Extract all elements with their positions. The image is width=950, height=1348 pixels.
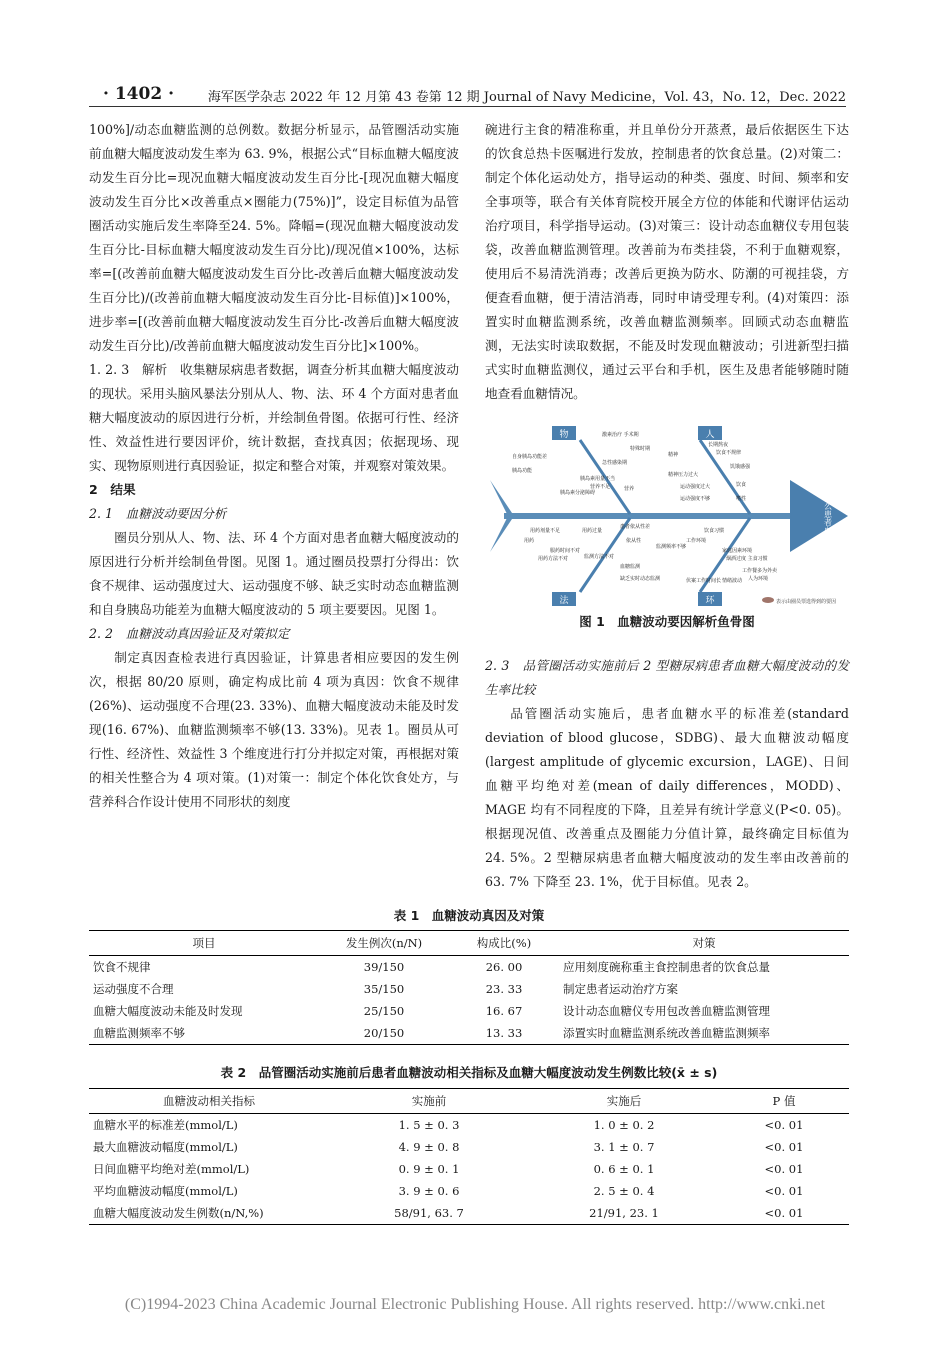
legend-text: 表示由圈员票选得到的要因 [776,599,837,605]
table-cell: 58/91, 63. 7 [329,1202,529,1225]
fishbone-head-text: 为什么患者血糖波动大 [823,486,833,566]
cause-label: 运动强度过大 [680,484,711,490]
table-cell: 3. 9 ± 0. 6 [398,1184,460,1198]
cause-label: 精神压力过大 [668,472,699,478]
cause-label: 嗜性 [736,496,747,502]
cause-label: 饮食不规律 [716,450,742,456]
cause-label: 监测频率不够 [656,544,687,550]
table-row [89,956,849,979]
table-cell: 饮食不规律 [93,960,151,974]
table-header: P 值 [719,1089,849,1114]
cause-label: 患者依从性差 [620,524,651,530]
cause-label: 自身胰岛功能差 [512,454,548,460]
table2-caption: 表 2 品管圈活动实施前后患者血糖波动相关指标及血糖大幅度波动发生例数比较(x̄ ± s) [220,1065,718,1080]
cause-label: 工作环境 [686,538,707,544]
cause-label: 胰岛功能 [512,468,533,474]
table-cell: <0. 01 [764,1118,804,1132]
table1 [89,930,849,1045]
table-row [89,1180,849,1202]
table-cell: 运动强度不合理 [93,982,174,996]
category-fa: 法 [559,596,569,606]
table-cell: <0. 01 [764,1162,804,1176]
paragraph: 2. 2 血糖波动真因验证及对策拟定 [89,626,290,641]
table-row [89,1158,849,1180]
table-cell: 0. 9 ± 0. 1 [398,1162,460,1176]
table-row [89,1114,849,1137]
table-cell: 25/150 [363,1004,405,1018]
cause-label: 营养不足 [590,484,611,490]
table-cell: 血糖水平的标准差(mmol/L) [93,1118,238,1132]
cause-label: 缺乏实时动态监测 [620,576,661,582]
cause-label: 营养 [624,486,635,492]
table-cell: 2. 5 ± 0. 4 [593,1184,655,1198]
table-cell: 血糖监测频率不够 [89,1022,319,1045]
table-cell: <0. 01 [719,1202,849,1225]
table-cell: 设计动态血糖仪专用包改善血糖监测管理 [563,1004,770,1018]
paragraph: 1. 2. 3 解析 收集糖尿病患者数据，调查分析其血糖大幅度波动的现状。采用头脑风暴法分别从人、物、法、环 4 个方面对患者血糖大幅度波动的原因进行分析，并绘制鱼骨图。依据可行性、经济性、效益性进行要因评价，统计数据，查找真因；依据现场、现实、现物原则进行真因验证，拟定和整合对策，并观察对策效果。 [89,362,459,473]
category-ren: 人 [705,430,715,440]
cause-label: 烟酒过度 主食习惯 [726,556,768,562]
running-header [89,84,846,107]
cause-label: 用药 [524,538,535,544]
cause-label: 胰岛素用量不当 [580,476,616,482]
table-cell: 23. 33 [485,982,523,996]
paragraph: 制定真因查检表进行真因验证，计算患者相应要因的发生例次，根据 80/20 原则，确定构成比前 4 项为真因：饮食不规律(26%)、运动强度不合理(23. 33%)、血糖大幅度波动未能及时发现(16. 67%)、血糖监测频率不够(13. 33%)。见表 1。圈员从可行性、经济性、效益性 3 个维度进行打分并拟定对策，再根据对策的相关性整合为 4 项对策。(1)对策一：制定个体化饮食处方，与营养科合作设计使用不同形状的刻度 [89,650,459,809]
paragraph: 100%]/动态血糖监测的总例数。数据分析显示，品管圈活动实施前血糖大幅度波动发生率为 63. 9%，根据公式“目标血糖大幅度波动发生百分比=现况血糖大幅度波动发生百分比-[现况血糖大幅度波动发生百分比×改善重点×圈能力(75%)]”，设定目标值为品管圈活动实施后发生率降至24. 5%。降幅=(现况血糖大幅度波动发生百分比-目标血糖大幅度波动发生百分比)/现况值×100%，达标率=[(改善前血糖大幅度波动发生百分比-改善后血糖大幅度波动发生百分比)/(改善前血糖大幅度波动发生百分比-目标值)]×100%，进步率=[(改善前血糖大幅度波动发生百分比-改善后血糖大幅度波动发生百分比)/改善前血糖大幅度波动发生百分比]×100%。 [89,122,459,353]
category-huan: 环 [705,596,715,606]
table-cell: 4. 9 ± 0. 8 [398,1140,460,1154]
paragraph: 圈员分别从人、物、法、环 4 个方面对患者血糖大幅度波动的原因进行分析并绘制鱼骨图。见图 1。通过圈员投票打分得出：饮食不规律、运动强度过大、运动强度不够、缺乏实时动态血糖监测和自身胰岛功能差为血糖大幅度波动的 5 项主要要因。见图 1。 [89,530,459,617]
table-cell: 16. 67 [485,1004,523,1018]
left-column [89,118,459,814]
copyright-footer: (C)1994-2023 China Academic Journal Electronic Publishing House. All rights reserved. http://www.cnki.net [124,1296,826,1313]
cause-label: 环境 [742,548,753,554]
cause-label: 用药过量 [582,528,603,534]
cause-label: 精神 [668,452,679,458]
table-cell: <0. 01 [764,1184,804,1198]
cause-label: 急性感染期 [602,460,628,466]
table-row [89,1000,849,1022]
paragraph: 品管圈活动实施后，患者血糖水平的标准差(standard deviation of blood glucose，SDBG)、最大血糖波动幅度(largest amplitude of glycemic excursion，LAGE)、日间血糖平均绝对差(mean of daily differences，MODD)、MAGE 均有不同程度的下降，且差异有统计学意义(P<0. 05)。根据现况值、改善重点及圈能力分值计算，最终确定目标值为 24. 5%。2 型糖尿病患者血糖大幅度波动的发生率由改善前的 63. 7% 下降至 23. 1%，优于目标值。见表 2。 [485,706,849,889]
table-cell: 3. 1 ± 0. 7 [593,1140,655,1154]
paragraph: 碗进行主食的精准称重，并且单份分开蒸煮，最后依据医生下达的饮食总热卡医嘱进行发放，控制患者的饮食总量。(2)对策二：制定个体化运动处方，指导运动的种类、强度、时间、频率和安全事项等，联合有关体育院校开展全方位的体能和代谢评估运动治疗项目，科学指导运动。(3)对策三：设计动态血糖仪专用包装袋，改善血糖监测管理。改善前为布类挂袋，不利于血糖观察，使用后不易清洗消毒；改善后更换为防水、防潮的可视挂袋，方便查看血糖，便于清洁消毒，同时申请受理专利。(4)对策四：添置实时血糖监测系统，改善血糖监测频率。回顾式动态血糖监测，无法实时读取数据，不能及时发现血糖波动；引进新型扫描式实时血糖监测仪，通过云平台和手机，医生及患者能够随时随地查看血糖情况。 [485,122,849,401]
table-cell: 26. 00 [485,960,523,974]
cause-label: 监测方法不对 [584,554,615,560]
table-header: 血糖波动相关指标 [89,1089,329,1114]
paragraph: 2. 3 品管圈活动实施前后 2 型糖尿病患者血糖大幅度波动的发生率比较 [485,658,849,697]
table-row [89,1202,849,1225]
table-cell: 平均血糖波动幅度(mmol/L) [93,1184,238,1198]
table-cell: 13. 33 [449,1022,559,1045]
table-header: 实施后 [529,1089,719,1114]
fishbone-diagram [490,420,850,610]
table-cell: 35/150 [363,982,405,996]
table-cell: 血糖大幅度波动发生例数(n/N,%) [89,1202,329,1225]
cause-label: 服药时间不对 [550,548,581,554]
cause-label: 激素治疗 手术期 [602,432,639,438]
table-header: 发生例次(n/N) [319,931,449,956]
table-cell: 20/150 [319,1022,449,1045]
table-header: 项目 [89,931,319,956]
table-cell: 21/91, 23. 1 [529,1202,719,1225]
page-number: · 1402 · [103,84,174,104]
cause-label: 人为环境 [748,576,769,582]
table-cell: 最大血糖波动幅度(mmol/L) [93,1140,238,1154]
cause-label: 依从性 [626,538,642,544]
table-cell: 添置实时血糖监测系统改善血糖监测频率 [559,1022,849,1045]
cause-label: 血糖监测 [620,564,641,570]
category-wu: 物 [559,430,569,440]
cause-label: 饮食习惯 [704,528,725,534]
table-cell: 血糖大幅度波动未能及时发现 [93,1004,243,1018]
table1-caption: 表 1 血糖波动真因及对策 [393,908,545,923]
cause-label: 伏案工作时间长 [686,578,722,584]
cause-label: 工作餐多为外卖 [742,568,778,574]
cause-label: 运动强度不够 [680,496,711,502]
cause-label: 用药方法不对 [538,556,569,562]
journal-citation: 海军医学杂志 2022 年 12 月第 43 卷第 12 期 Journal of Navy Medicine，Vol. 43，No. 12，Dec. 2022 [207,90,846,105]
table-row [89,1022,849,1045]
table-header: 实施前 [329,1089,529,1114]
table-cell: 39/150 [363,960,405,974]
table-cell: 1. 0 ± 0. 2 [593,1118,655,1132]
cause-label: 饥饿感强 [730,464,751,470]
table-header: 构成比(%) [449,931,559,956]
table-cell: 日间血糖平均绝对差(mmol/L) [93,1162,250,1176]
paragraph: 2. 1 血糖波动要因分析 [89,506,227,521]
right-column-lower [485,654,849,894]
table-row [89,978,849,1000]
table-cell: 应用刻度碗称重主食控制患者的饮食总量 [563,960,770,974]
right-column [485,118,849,406]
table-cell: <0. 01 [764,1140,804,1154]
cause-label: 长期熬夜 [708,442,729,448]
table-cell: 1. 5 ± 0. 3 [398,1118,460,1132]
table-cell: 0. 6 ± 0. 1 [593,1162,655,1176]
table-row [89,1136,849,1158]
table2 [89,1088,849,1225]
cause-label: 胰岛素分泌障碍 [560,490,596,496]
paragraph: 2 结果 [89,482,136,497]
table-cell: 制定患者运动治疗方案 [563,982,678,996]
cause-label: 用药剂量不足 [530,528,561,534]
cause-label: 情绪波动 [722,578,743,584]
cause-label: 饮食 [736,482,747,488]
table-header: 对策 [559,931,849,956]
cause-label: 家庭因素 [722,548,743,554]
figure-caption: 图 1 血糖波动要因解析鱼骨图 [579,614,755,629]
cause-label: 特殊时期 [630,446,651,452]
